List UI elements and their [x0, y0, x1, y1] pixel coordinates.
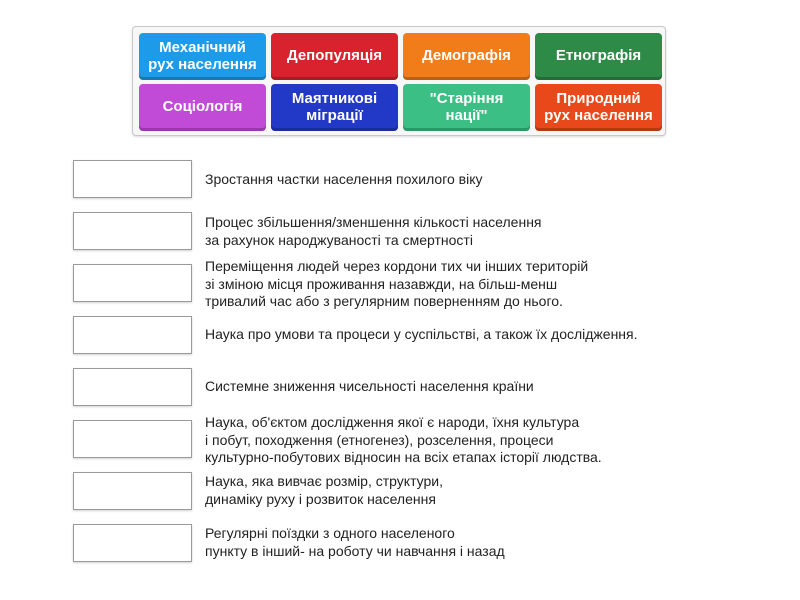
- tile-depopulation[interactable]: [271, 33, 398, 80]
- tile-label: Механічний рух населення: [148, 38, 257, 73]
- match-row: [73, 258, 773, 309]
- drop-box[interactable]: [73, 212, 192, 250]
- tile-label: Природний рух населення: [544, 89, 653, 124]
- drop-box[interactable]: [73, 264, 192, 302]
- drop-box[interactable]: [73, 160, 192, 198]
- tile-demography[interactable]: [403, 33, 530, 80]
- tile-sociology[interactable]: [139, 84, 266, 131]
- definition-text: Переміщення людей через кордони тих чи інших територій зі зміною місця проживання назавжди, на більш-менш тривалий час або з регулярним поверненням до нього.: [205, 258, 589, 309]
- definition-text: Наука про умови та процеси у суспільстві, а також їх дослідження.: [205, 326, 638, 342]
- tile-nation-aging[interactable]: [403, 84, 530, 131]
- tile-pendulum-migration[interactable]: [271, 84, 398, 131]
- definition-text: Наука, яка вивчає розмір, структури, динаміку руху і розвиток населення: [205, 473, 443, 507]
- definition-text: Наука, об'єктом дослідження якої є народи, їхня культура і побут, походження (етногенез), розселення, процеси культурно-побутових відносин на всіх етапах історії людства.: [205, 414, 602, 465]
- drop-box[interactable]: [73, 472, 192, 510]
- tile-natural-movement[interactable]: [535, 84, 662, 131]
- tile-label: Етнографія: [555, 47, 642, 64]
- match-row: [73, 316, 773, 356]
- tile-label: Соціологія: [162, 98, 243, 115]
- tile-label: Депопуляція: [286, 47, 383, 64]
- tile-label: "Старіння нації": [429, 89, 504, 124]
- drop-box[interactable]: [73, 524, 192, 562]
- tile-label: Демографія: [422, 47, 511, 64]
- drop-box[interactable]: [73, 316, 192, 354]
- match-row: [73, 524, 773, 564]
- tile-mechanical-movement[interactable]: [139, 33, 266, 80]
- drop-box[interactable]: [73, 420, 192, 458]
- tile-tray: [132, 26, 666, 136]
- match-row: [73, 414, 773, 465]
- definition-text: Зростання частки населення похилого віку: [205, 171, 483, 187]
- match-row: [73, 160, 773, 200]
- match-row: [73, 212, 773, 252]
- definition-text: Системне зниження чисельності населення країни: [205, 378, 534, 394]
- match-row: [73, 368, 773, 408]
- definition-text: Процес збільшення/зменшення кількості населення за рахунок народжуваності та смертності: [205, 214, 542, 248]
- drop-box[interactable]: [73, 368, 192, 406]
- definition-text: Регулярні поїздки з одного населеного пункту в інший- на роботу чи навчання і назад: [205, 525, 505, 559]
- tile-label: Маятникові міграції: [291, 89, 378, 124]
- match-row: [73, 472, 773, 512]
- tile-ethnography[interactable]: [535, 33, 662, 80]
